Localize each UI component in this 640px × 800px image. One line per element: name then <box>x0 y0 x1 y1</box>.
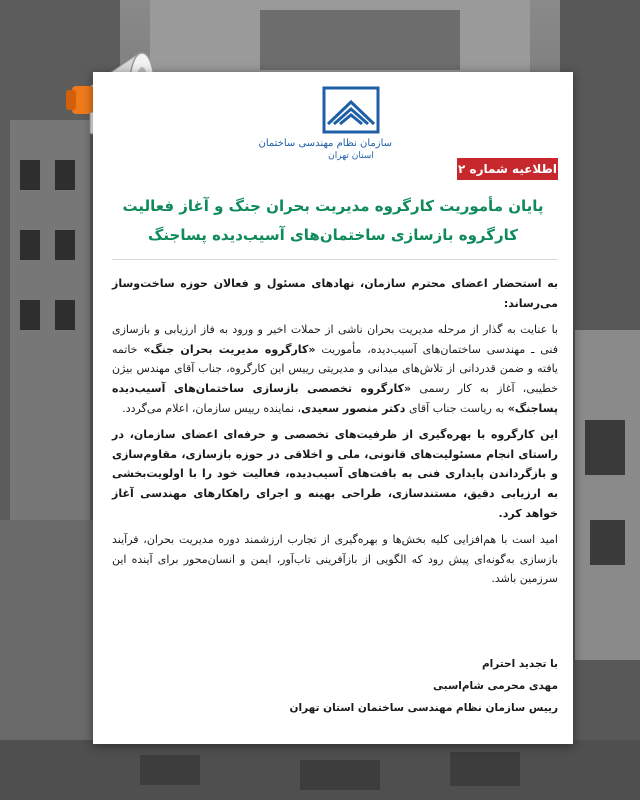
paragraph-1 <box>112 274 558 313</box>
org-logo <box>258 82 392 182</box>
paragraph-3-text: این کارگروه با بهره‌گیری از ظرفیت‌های تخصصی و حرفه‌ای اعضای سازمان، در راستای انجام مسئولیت‌های قانونی، ملی و اخلاقی در حوزه بازسازی، مقاوم‌سازی و بازگرداندن پایداری فنی به بافت‌های آسیب‌دیده، فعالیت خود را با اولویت‌بخشی به ارزیابی دقیق، مستندسازی، طراحی بهینه و اجرای راهکارهای مهندسی آغاز خواهد کرد. <box>112 428 558 520</box>
p2-head-name: دکتر منصور سعیدی <box>301 401 406 415</box>
title-line-2: کارگروه بازسازی ساختمان‌های آسیب‌دیده پساجنگ <box>148 226 518 244</box>
p2-part-c: خاتمه یافته و ضمن قدردانی از تلاش‌های میدانی و مدیریتی رییس این کارگروه، جناب آقای مهندس بیژن خطیبی، آغاز به کار رسمی <box>112 342 558 395</box>
paragraph-2 <box>112 320 558 418</box>
paragraph-1-text: به استحضار اعضای محترم سازمان، نهادهای مسئول و فعالان حوزه ساخت‌وساز می‌رساند: <box>112 277 558 310</box>
divider <box>112 259 558 260</box>
paragraph-4 <box>112 530 558 589</box>
signature-closing: با تجدید احترام <box>481 658 558 670</box>
paragraph-4-text: امید است با هم‌افزایی کلیه بخش‌ها و بهره‌گیری از تجارب ارزشمند دوره مدیریت بحران، فرآیند بازسازی به‌گونه‌ای پیش رود که الگویی از بازآفرینی تاب‌آور، ایمن و انسان‌محور برای آینده این سرزمین باشد. <box>112 533 558 586</box>
signature-block <box>112 653 558 719</box>
org-province: استان تهران <box>328 151 374 161</box>
signature-name: مهدی محرمی شام‌اسبی <box>433 680 558 692</box>
p2-part-e: به ریاست جناب آقای <box>405 401 508 415</box>
p2-part-a: با عنایت به گذار از مرحله مدیریت بحران ناشی از حملات اخیر و ورود به فاز ارزیابی و بازسازی فنی ـ مهندسی ساختمان‌های آسیب‌دیده، مأموریت <box>112 323 559 356</box>
announcement-title <box>108 192 558 250</box>
building-logo-icon <box>318 82 384 136</box>
signature-role: رییس سازمان نظام مهندسی ساختمان استان تهران <box>289 702 558 714</box>
title-line-1: پایان مأموریت کارگروه مدیریت بحران جنگ و آغاز فعالیت <box>122 197 544 215</box>
p2-part-g: ، نماینده رییس سازمان، اعلام می‌گردد. <box>122 401 302 415</box>
announcement-badge: اطلاعیه شماره ۲ <box>457 158 558 180</box>
paragraph-3 <box>112 425 558 523</box>
announcement-body <box>112 274 558 596</box>
org-name: سازمان نظام مهندسی ساختمان <box>258 138 392 149</box>
p2-reconstruction-group: «کارگروه تخصصی بازسازی ساختمان‌های آسیب‌دیده پساجنگ» <box>112 381 558 415</box>
p2-crisis-group: «کارگروه مدیریت بحران جنگ» <box>143 342 316 356</box>
